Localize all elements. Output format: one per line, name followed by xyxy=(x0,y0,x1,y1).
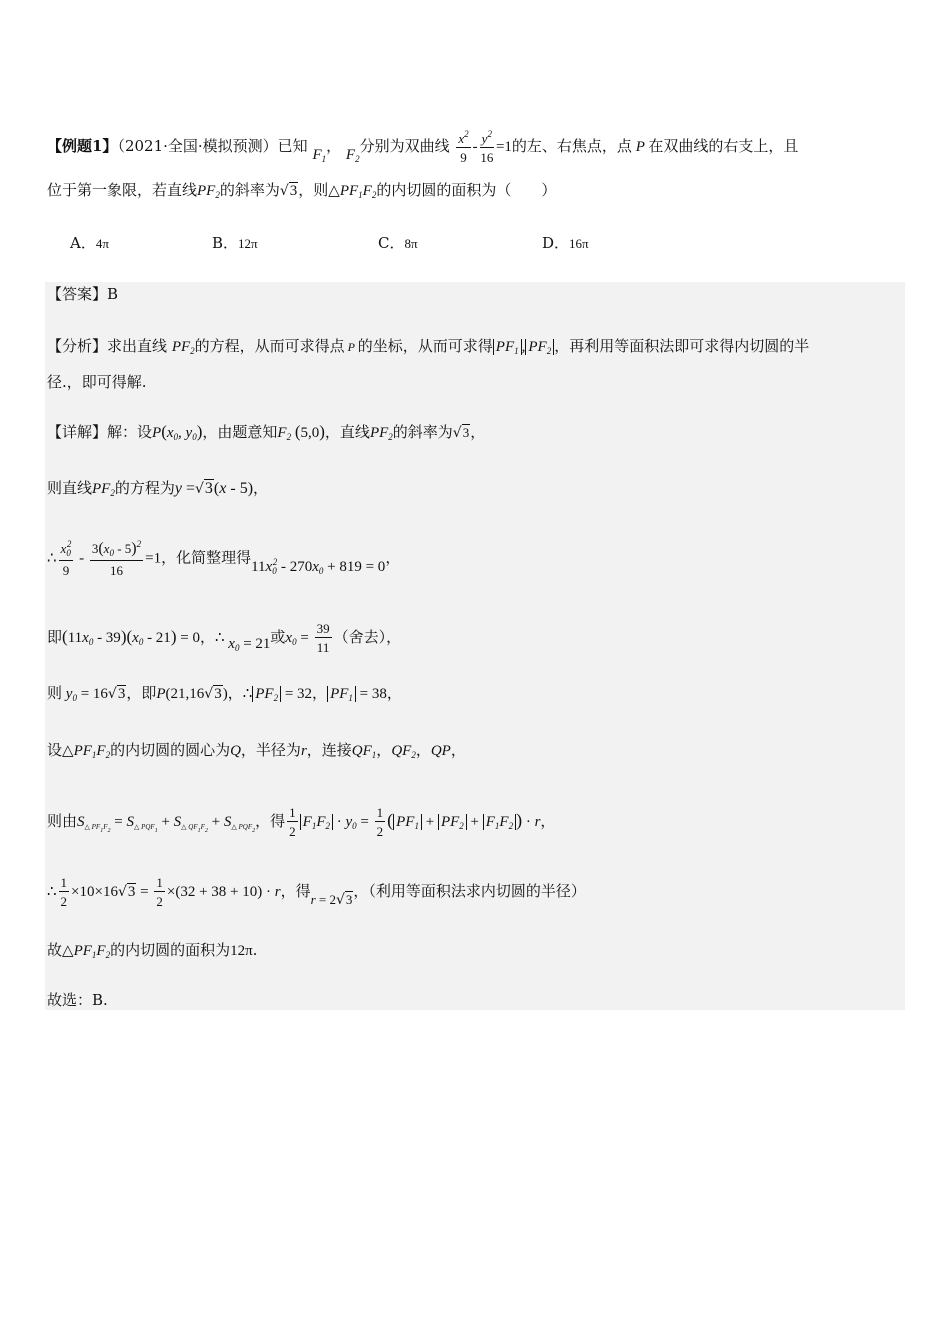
math-abs-pf1-pf2: $PF_1$ , $PF_2$ xyxy=(493,339,554,355)
problem-line-2 xyxy=(47,180,556,205)
math-triangle-pf1f2: $\triangle PF_1F_2$ xyxy=(62,743,111,760)
math-p: P xyxy=(344,340,358,354)
math-frac-3x0-16: $\frac{3(x_0 - 5)^2}{16}$ xyxy=(91,539,142,578)
analysis-line-1 xyxy=(47,336,809,361)
option-label: A． xyxy=(70,234,96,252)
analysis-text: 的坐标，从而可求得 xyxy=(357,337,493,355)
detail-text: 的斜率为 xyxy=(392,423,453,441)
math-pf2-32: $PF_2 = 32$ xyxy=(252,686,312,702)
math-f1: $F_1$ xyxy=(312,147,327,164)
math-y0: $y_0 = 16√3$ xyxy=(62,686,126,703)
math-area-left: $F_1F_2 \cdot y_0$ = xyxy=(300,814,373,830)
detail-text: 的内切圆的面积为 xyxy=(110,941,231,959)
frac-num: y xyxy=(481,131,488,146)
detail-line-1 xyxy=(47,422,485,447)
math-minus: - xyxy=(472,139,478,155)
detail-line-2 xyxy=(47,478,268,503)
option-b[interactable] xyxy=(212,232,258,253)
detail-text: ，即 xyxy=(126,684,157,702)
math-p-coord: P(21,16√3) xyxy=(156,686,228,702)
math-r-value: r = 2√3 xyxy=(310,892,353,908)
detail-text: ， xyxy=(199,628,215,646)
math-pf2: $PF_2$ xyxy=(369,425,393,442)
math-factored: $(11x_0 - 39)(x_0 - 21) = 0$ xyxy=(62,627,200,647)
math-p: P xyxy=(631,139,649,155)
detail-line-7 xyxy=(47,806,555,841)
therefore-symbol: ∴ xyxy=(47,550,57,567)
problem-text: ，则 xyxy=(298,181,329,199)
option-label: B． xyxy=(212,234,239,252)
math-pf2: $PF_2$ xyxy=(171,339,195,356)
math-qf2: $QF_2$ xyxy=(391,743,416,760)
detail-text: 则由 xyxy=(47,812,78,830)
math-r: r xyxy=(300,743,307,759)
math-triangle-pf1f2: $\triangle PF_1F_2$ xyxy=(328,183,377,200)
option-label: D． xyxy=(542,234,570,252)
answer-value: B xyxy=(107,285,119,303)
analysis-label: 【分析】 xyxy=(47,337,108,355)
detail-text: 则 xyxy=(47,684,63,702)
math-minus: - xyxy=(75,550,88,567)
detail-text: 则直线 xyxy=(47,479,93,497)
math-pf2: $PF_2$ xyxy=(92,481,115,498)
math-frac-half: $\frac{1}{2}$ xyxy=(60,875,68,909)
math-sum-product: ×(32 + 38 + 10) · r xyxy=(166,884,281,900)
detail-text: ，（利用等面积法求内切圆的半径） xyxy=(353,882,586,900)
detail-line-6 xyxy=(47,740,466,765)
math-product: ×10×16√3 = xyxy=(71,884,153,900)
problem-text: ， xyxy=(326,137,342,155)
therefore-symbol: ∴ xyxy=(214,630,225,646)
therefore-symbol: ∴ xyxy=(47,884,57,900)
detail-text: （舍去）， xyxy=(333,628,402,646)
math-quadratic: $11x_0^2 - 270x_0 + 819 = 0$ xyxy=(251,556,386,576)
option-value: 12π xyxy=(238,236,258,251)
math-q: Q xyxy=(230,743,241,759)
detail-text: 即 xyxy=(47,628,63,646)
math-frac-x2-9: $\frac{x^2}{9}$ xyxy=(458,129,469,165)
math-frac-half: $\frac{1}{2}$ xyxy=(156,875,163,909)
analysis-text: 求出直线 xyxy=(107,337,168,355)
detail-label: 【详解】 xyxy=(47,423,108,441)
analysis-text: 的方程，从而可求得点 xyxy=(194,337,345,355)
detail-line-3 xyxy=(47,540,400,577)
math-x0-21: $x_0 = 21$ xyxy=(224,636,271,653)
detail-text: ， xyxy=(450,741,466,759)
detail-text: ，得 xyxy=(255,812,286,830)
detail-text: 设 xyxy=(47,741,63,759)
detail-text: ，半径为 xyxy=(240,741,301,759)
detail-text: 解：设 xyxy=(107,423,153,441)
detail-text: 故 xyxy=(47,941,63,959)
problem-text: 已知 xyxy=(277,137,308,155)
detail-text: 或 xyxy=(270,628,286,646)
math-x0: $x_0$ = xyxy=(285,630,313,647)
detail-text: ，得 xyxy=(280,882,311,900)
math-f2-coord: $F_2$ (5,0) xyxy=(277,422,325,442)
option-label: C． xyxy=(378,234,405,252)
answer-line xyxy=(47,284,118,304)
frac-num: x xyxy=(458,131,465,146)
math-pf2: $PF_2$ xyxy=(197,183,220,200)
detail-text: ， xyxy=(253,479,269,497)
frac-den: 9 xyxy=(460,150,467,165)
math-frac-half: $\frac{1}{2}$ xyxy=(289,805,296,839)
detail-text: ， xyxy=(386,684,402,702)
problem-line-1 xyxy=(47,130,798,164)
detail-text: ， xyxy=(376,741,392,759)
option-value: 4π xyxy=(95,236,109,251)
detail-text: ，化简整理得 xyxy=(161,548,252,567)
analysis-text: 径.，即可得解. xyxy=(47,373,147,391)
detail-line-10 xyxy=(47,990,108,1010)
math-pf1-38: $PF_1 = 38$ xyxy=(327,686,387,702)
math-area-right: ( $PF_1 + PF_2 + F_1F_2$ ) · r xyxy=(387,810,541,831)
math-triangle-pf1f2: $\triangle PF_1F_2$ xyxy=(62,943,111,960)
detail-text: ，由题意知 xyxy=(202,423,278,441)
math-line-eq: y =√3(x - 5) xyxy=(174,480,254,497)
math-sqrt3: √3 xyxy=(279,183,298,199)
problem-text: 的内切圆的面积为（ ） xyxy=(376,181,557,199)
option-value: 8π xyxy=(404,236,418,251)
detail-line-4 xyxy=(47,622,401,654)
detail-text: 的方程为 xyxy=(114,479,175,497)
frac-den: 16 xyxy=(480,150,494,165)
math-frac-half: $\frac{1}{2}$ xyxy=(376,805,384,839)
detail-line-8 xyxy=(47,876,586,908)
math-12pi: 12π xyxy=(230,943,253,959)
problem-text: 分别为双曲线 xyxy=(359,137,450,155)
analysis-line-2 xyxy=(47,372,147,392)
math-frac-x0sq-9: $\frac{x_0^2}{9}$ xyxy=(60,539,72,578)
math-area-sum: $S_{\triangle PF_1F_2} = S_{\triangle PQF_1} + S_{\triangle QF_1F_2} + S_{\triangle PQF_2}$ xyxy=(77,814,256,834)
math-sqrt3: √3 xyxy=(452,425,470,441)
detail-line-9 xyxy=(47,940,257,965)
therefore-symbol: ∴ xyxy=(242,686,253,702)
math-frac-39-11: $\frac{39}{11}$ xyxy=(316,621,330,655)
option-a[interactable] xyxy=(70,232,109,253)
math-qp: QP xyxy=(430,743,451,759)
detail-text: ， xyxy=(227,684,243,702)
math-frac-y2-16: $\frac{y^2}{16}$ xyxy=(480,129,494,165)
detail-text: . xyxy=(252,941,258,959)
analysis-text: ，再利用等面积法即可求得内切圆的半 xyxy=(554,337,810,355)
final-choice: 故选：B. xyxy=(47,991,108,1009)
math-f2: $F_2$ xyxy=(345,147,360,164)
detail-text: ， xyxy=(312,684,328,702)
option-d[interactable] xyxy=(542,232,589,253)
problem-text: 的斜率为 xyxy=(219,181,280,199)
option-c[interactable] xyxy=(378,232,418,253)
detail-text: ， xyxy=(385,548,401,567)
problem-text: 的左、右焦点，点 xyxy=(511,137,632,155)
math-eq: =1 xyxy=(145,550,162,567)
problem-source: （2021·全国·模拟预测） xyxy=(117,137,278,155)
detail-text: ，连接 xyxy=(306,741,352,759)
answer-label: 【答案】 xyxy=(47,285,108,303)
problem-text: 在双曲线的右支上，且 xyxy=(648,137,799,155)
problem-text: 位于第一象限，若直线 xyxy=(47,181,198,199)
detail-text: ， xyxy=(540,812,556,830)
math-qf1: $QF_1$ xyxy=(351,743,377,760)
math-p-x0-y0: $P(x_0$, $y_0$) xyxy=(152,422,203,442)
sqrt-arg: 3 xyxy=(289,183,298,199)
example-label: 【例题1】 xyxy=(47,137,118,155)
math-eq: =1 xyxy=(495,139,512,155)
detail-text: ， xyxy=(470,423,486,441)
detail-text: ，直线 xyxy=(324,423,370,441)
detail-text: ， xyxy=(415,741,431,759)
detail-line-5 xyxy=(47,683,402,708)
detail-text: 的内切圆的圆心为 xyxy=(110,741,231,759)
option-value: 16π xyxy=(569,236,589,251)
